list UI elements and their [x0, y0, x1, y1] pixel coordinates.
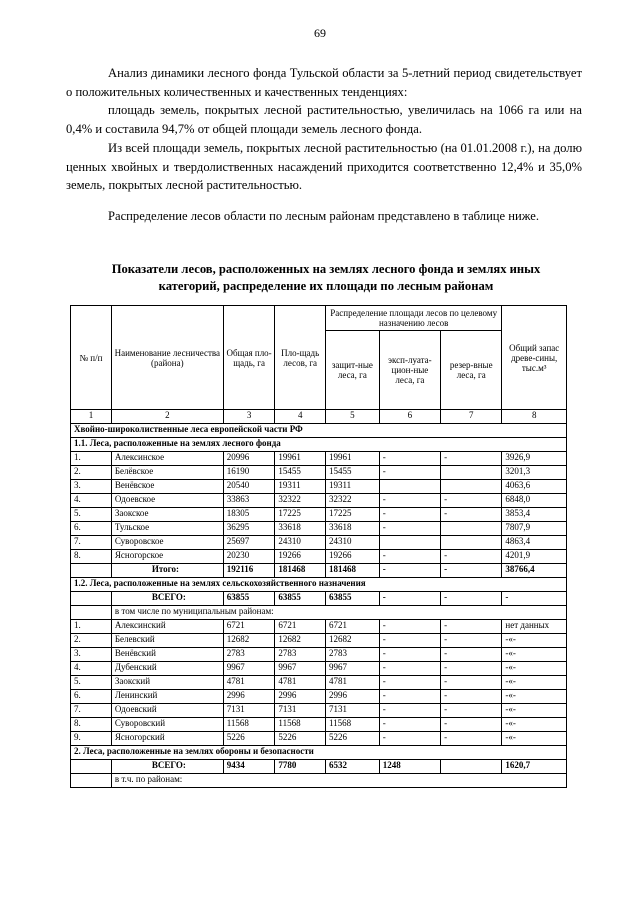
column-number: 5: [325, 410, 379, 424]
cell-reserve: [441, 466, 502, 480]
cell-total: 20996: [223, 452, 275, 466]
cell-protect: 2996: [325, 690, 379, 704]
table-row: [71, 466, 567, 480]
cell-protect: 12682: [325, 634, 379, 648]
total-reserve: [441, 760, 502, 774]
total-total: 9434: [223, 760, 275, 774]
district-name: Заокский: [111, 676, 223, 690]
cell-forest: 9967: [275, 662, 326, 676]
cell-reserve: -: [441, 620, 502, 634]
total-forest: 7780: [275, 760, 326, 774]
cell-stock: 3926,9: [502, 452, 567, 466]
table-row: [71, 550, 567, 564]
row-number: 2.: [71, 634, 112, 648]
cell-exploit: -: [379, 648, 440, 662]
cell-reserve: -: [441, 550, 502, 564]
cell-total: 12682: [223, 634, 275, 648]
empty-cell: [71, 606, 112, 620]
table-title: Показатели лесов, расположенных на землях лесного фонда и землях иных категорий, распределение их площади по лесным районам: [111, 262, 541, 293]
row-number: 2.: [71, 466, 112, 480]
cell-stock: 3853,4: [502, 508, 567, 522]
total-row: [71, 592, 567, 606]
cell-reserve: -: [441, 676, 502, 690]
total-stock: -: [502, 592, 567, 606]
cell-exploit: -: [379, 718, 440, 732]
row-number: 3.: [71, 648, 112, 662]
cell-stock: -«-: [502, 704, 567, 718]
cell-reserve: -: [441, 662, 502, 676]
cell-protect: 7131: [325, 704, 379, 718]
subsection-row: [71, 438, 567, 452]
cell-forest: 33618: [275, 522, 326, 536]
cell-reserve: -: [441, 494, 502, 508]
district-name: Дубенский: [111, 662, 223, 676]
cell-protect: 33618: [325, 522, 379, 536]
cell-forest: 2996: [275, 690, 326, 704]
table-row: [71, 508, 567, 522]
cell-forest: 5226: [275, 732, 326, 746]
row-number: 7.: [71, 536, 112, 550]
cell-total: 36295: [223, 522, 275, 536]
cell-protect: 5226: [325, 732, 379, 746]
cell-total: 16190: [223, 466, 275, 480]
paragraph-valuable-stands: Из всей площади земель, покрытых лесной растительностью (на 01.01.2008 г.), на долю ценных хвойных и твердолиственных насаждений приходится соответственно 12,4% и 35,0% земель, покрытых лесной растительностью.: [66, 141, 582, 192]
cell-exploit: [379, 536, 440, 550]
total-label: Итого:: [111, 564, 223, 578]
cell-stock: 4863,4: [502, 536, 567, 550]
cell-forest: 15455: [275, 466, 326, 480]
cell-forest: 2783: [275, 648, 326, 662]
table-row: [71, 676, 567, 690]
district-name: Заокское: [111, 508, 223, 522]
subsection-heading: 1.1. Леса, расположенные на землях лесного фонда: [71, 438, 567, 452]
table-row: [71, 648, 567, 662]
table-row: [71, 704, 567, 718]
total-total: 63855: [223, 592, 275, 606]
table-row: [71, 620, 567, 634]
cell-exploit: -: [379, 466, 440, 480]
empty-cell: [71, 774, 112, 788]
row-number: 3.: [71, 480, 112, 494]
cell-exploit: -: [379, 634, 440, 648]
row-number: 8.: [71, 550, 112, 564]
total-exploit: 1248: [379, 760, 440, 774]
column-number: 2: [111, 410, 223, 424]
district-name: Суворовский: [111, 718, 223, 732]
header-timber-stock: Общий запас древе-сины, тыс.м³: [502, 306, 567, 410]
section-heading: Хвойно-широколиственные леса европейской части РФ: [71, 424, 567, 438]
cell-exploit: -: [379, 620, 440, 634]
row-number: 6.: [71, 690, 112, 704]
column-number: 7: [441, 410, 502, 424]
district-name: Ленинский: [111, 690, 223, 704]
cell-forest: 17225: [275, 508, 326, 522]
cell-total: 18305: [223, 508, 275, 522]
cell-protect: 24310: [325, 536, 379, 550]
cell-reserve: -: [441, 648, 502, 662]
cell-total: 20540: [223, 480, 275, 494]
cell-total: 6721: [223, 620, 275, 634]
row-number: 5.: [71, 676, 112, 690]
cell-stock: -«-: [502, 676, 567, 690]
total-reserve: -: [441, 564, 502, 578]
column-number: 1: [71, 410, 112, 424]
included-label: в т.ч. по районам:: [111, 774, 566, 788]
table-row: [71, 494, 567, 508]
district-name: Венёвское: [111, 480, 223, 494]
empty-cell: [71, 564, 112, 578]
district-name: Ясногорский: [111, 732, 223, 746]
cell-reserve: -: [441, 634, 502, 648]
row-number: 1.: [71, 452, 112, 466]
header-num: № п/п: [71, 306, 112, 410]
total-label: ВСЕГО:: [111, 760, 223, 774]
district-name: Одоевское: [111, 494, 223, 508]
row-number: 4.: [71, 662, 112, 676]
note-row: [71, 606, 567, 620]
cell-forest: 19311: [275, 480, 326, 494]
page-number: 69: [314, 26, 326, 40]
cell-forest: 12682: [275, 634, 326, 648]
table-row: [71, 634, 567, 648]
cell-total: 33863: [223, 494, 275, 508]
column-number-row: [71, 410, 567, 424]
table-row: [71, 480, 567, 494]
header-purpose-group: Распределение площади лесов по целевому назначению лесов: [325, 306, 501, 331]
paragraph-area-increase: площадь земель, покрытых лесной растительностью, увеличилась на 1066 га или на 0,4% и составила 94,7% от общей площади земель лесного фонда.: [66, 103, 582, 136]
total-label: ВСЕГО:: [111, 592, 223, 606]
cell-protect: 2783: [325, 648, 379, 662]
cell-protect: 11568: [325, 718, 379, 732]
cell-reserve: [441, 536, 502, 550]
total-forest: 63855: [275, 592, 326, 606]
row-number: 1.: [71, 620, 112, 634]
row-number: 4.: [71, 494, 112, 508]
district-name: Белёвское: [111, 466, 223, 480]
cell-exploit: -: [379, 732, 440, 746]
cell-stock: -«-: [502, 690, 567, 704]
cell-stock: 4201,9: [502, 550, 567, 564]
row-number: 6.: [71, 522, 112, 536]
total-forest: 181468: [275, 564, 326, 578]
cell-total: 9967: [223, 662, 275, 676]
total-row: [71, 564, 567, 578]
cell-protect: 6721: [325, 620, 379, 634]
cell-exploit: -: [379, 522, 440, 536]
total-total: 192116: [223, 564, 275, 578]
paragraph-dynamics: Анализ динамики лесного фонда Тульской области за 5-летний период свидетельствует о положительных количественных и качественных тенденциях:: [66, 66, 582, 99]
total-stock: 38766,4: [502, 564, 567, 578]
cell-total: 2783: [223, 648, 275, 662]
cell-protect: 19266: [325, 550, 379, 564]
cell-protect: 9967: [325, 662, 379, 676]
district-name: Алексинское: [111, 452, 223, 466]
table-row: [71, 522, 567, 536]
cell-total: 5226: [223, 732, 275, 746]
forest-table: [70, 305, 567, 788]
cell-exploit: -: [379, 452, 440, 466]
cell-forest: 11568: [275, 718, 326, 732]
row-number: 8.: [71, 718, 112, 732]
cell-protect: 32322: [325, 494, 379, 508]
row-number: 7.: [71, 704, 112, 718]
total-protect: 181468: [325, 564, 379, 578]
cell-stock: 7807,9: [502, 522, 567, 536]
cell-stock: -«-: [502, 662, 567, 676]
cell-total: 25697: [223, 536, 275, 550]
note-row: [71, 774, 567, 788]
paragraph-distribution: Распределение лесов области по лесным районам представлено в таблице ниже.: [108, 209, 540, 223]
cell-protect: 15455: [325, 466, 379, 480]
cell-stock: 3201,3: [502, 466, 567, 480]
cell-exploit: [379, 480, 440, 494]
table-row: [71, 732, 567, 746]
cell-reserve: -: [441, 732, 502, 746]
included-label: в том числе по муниципальным районам:: [111, 606, 566, 620]
header-reserve: резер-вные леса, га: [441, 331, 502, 410]
empty-cell: [71, 592, 112, 606]
cell-exploit: -: [379, 676, 440, 690]
table-row: [71, 452, 567, 466]
cell-exploit: -: [379, 494, 440, 508]
cell-stock: 4063,6: [502, 480, 567, 494]
header-name: Наименование лесничества (района): [111, 306, 223, 410]
district-name: Ясногорское: [111, 550, 223, 564]
table-row: [71, 662, 567, 676]
cell-exploit: -: [379, 704, 440, 718]
row-number: 9.: [71, 732, 112, 746]
subsection-row: [71, 578, 567, 592]
cell-exploit: -: [379, 690, 440, 704]
subsection-row: [71, 746, 567, 760]
total-exploit: -: [379, 592, 440, 606]
table-row: [71, 718, 567, 732]
cell-total: 2996: [223, 690, 275, 704]
cell-protect: 4781: [325, 676, 379, 690]
cell-forest: 19961: [275, 452, 326, 466]
cell-reserve: -: [441, 452, 502, 466]
cell-reserve: [441, 522, 502, 536]
cell-forest: 24310: [275, 536, 326, 550]
column-number: 4: [275, 410, 326, 424]
district-name: Одоевский: [111, 704, 223, 718]
cell-protect: 17225: [325, 508, 379, 522]
cell-stock: нет данных: [502, 620, 567, 634]
header-forest-area: Пло-щадь лесов, га: [275, 306, 326, 410]
header-protective: защит-ные леса, га: [325, 331, 379, 410]
total-reserve: -: [441, 592, 502, 606]
cell-stock: 6848,0: [502, 494, 567, 508]
cell-protect: 19961: [325, 452, 379, 466]
cell-reserve: -: [441, 718, 502, 732]
cell-total: 7131: [223, 704, 275, 718]
column-number: 3: [223, 410, 275, 424]
column-number: 6: [379, 410, 440, 424]
subsection-heading: 1.2. Леса, расположенные на землях сельскохозяйственного назначения: [71, 578, 567, 592]
header-total-area: Общая пло-щадь, га: [223, 306, 275, 410]
total-protect: 63855: [325, 592, 379, 606]
cell-stock: -«-: [502, 732, 567, 746]
cell-total: 20230: [223, 550, 275, 564]
cell-forest: 19266: [275, 550, 326, 564]
empty-cell: [71, 760, 112, 774]
cell-forest: 7131: [275, 704, 326, 718]
district-name: Белевский: [111, 634, 223, 648]
total-protect: 6532: [325, 760, 379, 774]
cell-exploit: -: [379, 662, 440, 676]
cell-total: 11568: [223, 718, 275, 732]
cell-forest: 6721: [275, 620, 326, 634]
cell-exploit: -: [379, 508, 440, 522]
row-number: 5.: [71, 508, 112, 522]
table-row: [71, 690, 567, 704]
cell-forest: 32322: [275, 494, 326, 508]
district-name: Тульское: [111, 522, 223, 536]
cell-protect: 19311: [325, 480, 379, 494]
cell-forest: 4781: [275, 676, 326, 690]
cell-stock: -«-: [502, 634, 567, 648]
cell-total: 4781: [223, 676, 275, 690]
district-name: Суворовское: [111, 536, 223, 550]
cell-reserve: -: [441, 508, 502, 522]
district-name: Алексинский: [111, 620, 223, 634]
column-number: 8: [502, 410, 567, 424]
cell-exploit: -: [379, 550, 440, 564]
cell-stock: -«-: [502, 718, 567, 732]
total-row: [71, 760, 567, 774]
section-row: [71, 424, 567, 438]
cell-reserve: -: [441, 690, 502, 704]
subsection-heading: 2. Леса, расположенные на землях обороны и безопасности: [71, 746, 567, 760]
cell-stock: -«-: [502, 648, 567, 662]
table-row: [71, 536, 567, 550]
total-stock: 1620,7: [502, 760, 567, 774]
district-name: Венёвский: [111, 648, 223, 662]
cell-reserve: [441, 480, 502, 494]
cell-reserve: -: [441, 704, 502, 718]
header-exploitation: эксп-луата-цион-ные леса, га: [379, 331, 440, 410]
total-exploit: -: [379, 564, 440, 578]
